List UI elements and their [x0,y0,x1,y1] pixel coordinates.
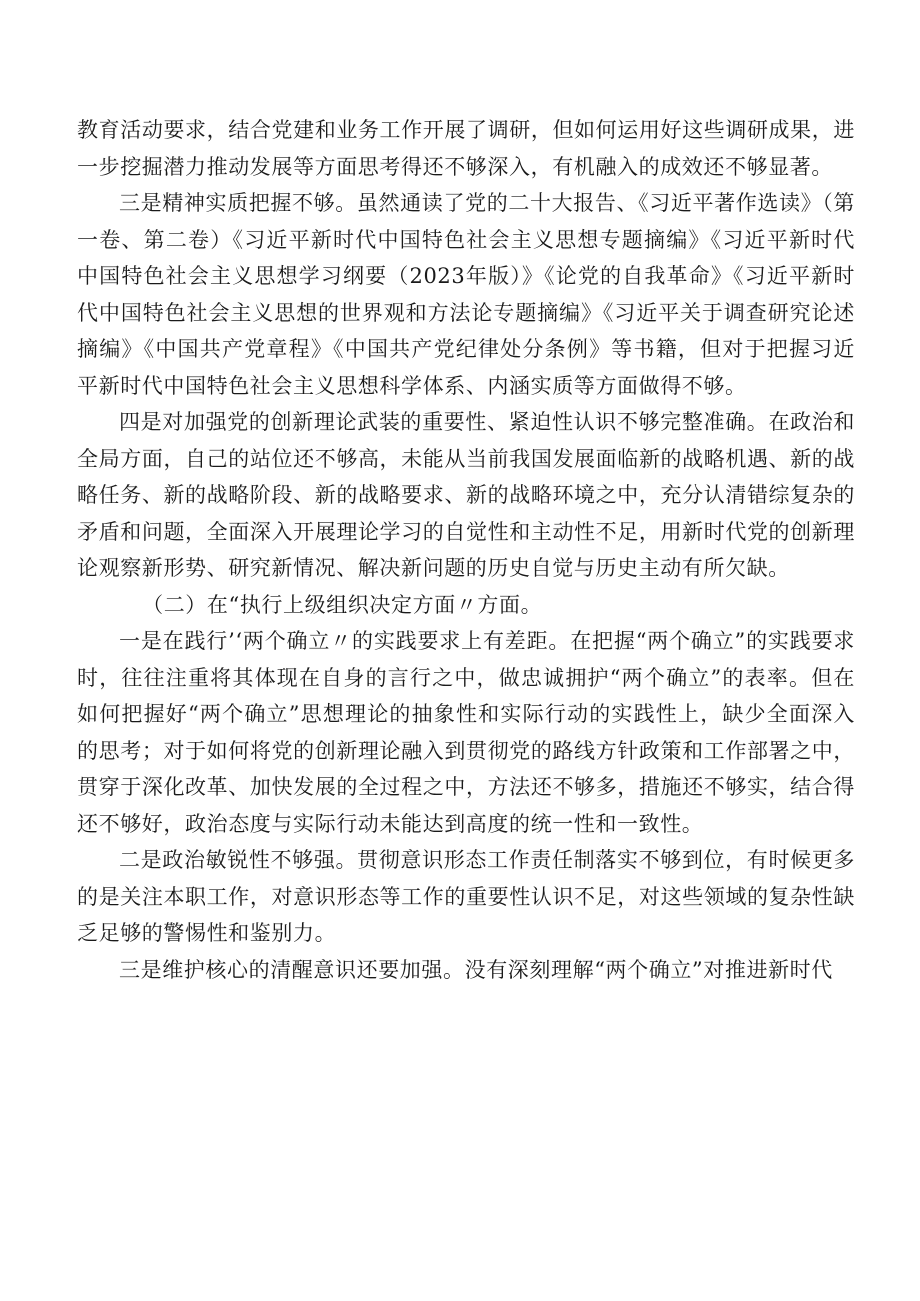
paragraph-spirit-essence: 三是精神实质把握不够。虽然通读了党的二十大报告、《习近平著作选读》（第一卷、第二卷）《习近平新时代中国特色社会主义思想专题摘编》《习近平新时代中国特色社会主义思想学习纲要（2023年版）》《论党的自我革命》《习近平新时代中国特色社会主义思想的世界观和方法论专题摘编》《习近平关于调查研究论述摘编》《中国共产党章程》《中国共产党纪律处分条例》等书籍，但对于把握习近平新时代中国特色社会主义思想科学体系、内涵实质等方面做得不够。 [77,191,855,398]
paragraph-core-awareness: 三是维护核心的清醒意识还要加强。没有深刻理解“两个确立”对推进新时代 [119,957,833,982]
paragraph-research-outcomes: 教育活动要求，结合党建和业务工作开展了调研，但如何运用好这些调研成果，进一步挖掘潜力推动发展等方面思考得还不够深入，有机融入的成效还不够显著。 [77,118,855,179]
paragraph-two-establishments: 一是在践行’‘两个确立〃的实践要求上有差距。在把握“两个确立”的实践要求时，往往注重将其体现在自身的言行之中，做忠诚拥护“两个确立”的表率。但在如何把握好“两个确立”思想理论的抽象性和实际行动的实践性上，缺少全面深入的思考；对于如何将党的创新理论融入到贯彻党的路线方针政策和工作部署之中，贯穿于深化改革、加快发展的全过程之中，方法还不够多，措施还不够实，结合得还不够好，政治态度与实际行动未能达到高度的统一性和一致性。 [77,629,855,836]
paragraph-theory-awareness: 四是对加强党的创新理论武装的重要性、紧迫性认识不够完整准确。在政治和全局方面，自己的站位还不够高，未能从当前我国发展面临新的战略机遇、新的战略任务、新的战略阶段、新的战略要求、新的战略环境之中，充分认清错综复杂的矛盾和问题，全面深入开展理论学习的自觉性和主动性不足，用新时代党的创新理论观察新形势、研究新情况、解决新问题的历史自觉与历史主动有所欠缺。 [77,410,855,580]
section-heading-execution: （二）在“执行上级组织决定方面〃方面。 [142,592,543,617]
paragraph-political-sensitivity: 二是政治敏锐性不够强。贯彻意识形态工作责任制落实不够到位，有时候更多的是关注本职工作，对意识形态等工作的重要性认识不足，对这些领域的复杂性缺乏足够的警惕性和鉴别力。 [77,848,855,945]
document-body [77,112,855,988]
